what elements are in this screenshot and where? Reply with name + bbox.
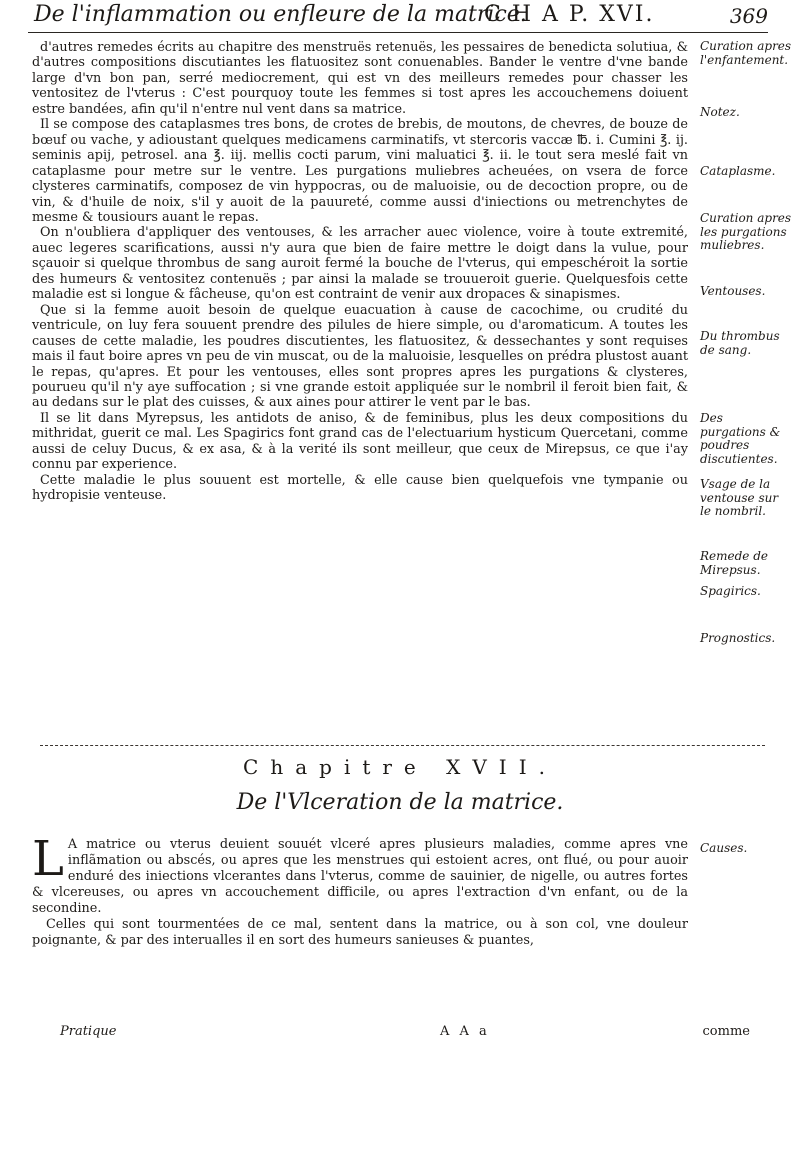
chapter-title: De l'Vlceration de la matrice.	[236, 790, 564, 815]
margin-note: Cataplasme.	[700, 164, 776, 178]
margin-note: Des purgations & poudres discutientes.	[700, 411, 781, 466]
paragraph	[32, 831, 688, 917]
drop-cap: L	[32, 831, 64, 887]
paragraph: On n'oubliera d'appliquer des ventouses, & les arracher auec violence, voire à toute extremité, auec legeres scarifications, aussi n'y aura que bien de faire mettre le doigt dans la vulue, pour sçauoir si quelque thrombus de sang auroit fermé la bouche de l'vterus, qui empeschéroit la sortie des humeurs & ventositez contenuës ; par ainsi la malade se trouueroit guerie. Quelquesfois cette maladie est si longue & fâcheuse, qu'on est contraint de venir aux dropaces & sinapismes.	[32, 225, 688, 303]
page-number: 369	[729, 4, 768, 28]
paragraph-text: A matrice ou vterus deuient souuét vlceré apres plusieurs maladies, comme apres vne inflãmation ou abscés, ou apres que les menstrues qui estoient acres, ont flué, ou pour auoir enduré des iniections vlcerantes dans l'vterus, comme de sauinier, de nigelle, ou autres fortes & vlcereuses, ou apres vn accouchement difficile, ou apres l'extraction d'vn enfant, ou de la secondine.	[32, 837, 688, 916]
margin-note: Causes.	[700, 841, 748, 855]
paragraph: d'autres remedes écrits au chapitre des menstruës retenuës, les pessaires de benedicta solutiua, & d'autres compositions discutiantes les flatuositez sont conuenables. Bander le ventre d'vne bande large d'vn bon pan, serré mediocrement, qui est vn des meilleurs remedes pour chasser les ventositez de l'vterus : C'est pourquoy toute les femmes si tost apres les accouchemens doiuent estre bandées, afin qu'il n'entre nul vent dans sa matrice.	[32, 40, 688, 117]
catchword-left: Pratique	[60, 1024, 117, 1039]
running-head: De l'inflammation ou enfleure de la matrice.	[34, 2, 527, 27]
margin-note: Curation apres les purgations muliebres.	[700, 211, 792, 252]
paragraph: Cette maladie le plus souuent est mortelle, & elle cause bien quelquefois vne tympanie ou hydropisie venteuse.	[32, 472, 688, 504]
decorative-rule	[40, 745, 765, 746]
main-text-top	[32, 40, 688, 504]
chapter-heading: Chapitre XVII.	[243, 755, 557, 779]
margin-note: Curation apres l'enfantement.	[700, 39, 792, 67]
signature-mark: A A a	[440, 1024, 490, 1039]
main-text-bottom	[32, 831, 688, 949]
running-chapter: C H A P. XVI.	[484, 2, 655, 27]
margin-note: Prognostics.	[700, 631, 776, 645]
margin-note: Spagirics.	[700, 584, 761, 598]
paragraph: Il se compose des cataplasmes tres bons, de crotes de brebis, de moutons, de chevres, de bouze de bœuf ou vache, y adioustant quelques medicamens carminatifs, vt stercoris vaccæ ℔. i. Cumini ℥. ij. seminis apij, petrosel. ana ℥. iij. mellis cocti parum, vini maluatici ℥. ii. le tout sera meslé fait vn cataplasme pour metre sur le ventre. Les purgations muliebres acheuées, on vsera de force clysteres carminatifs, composez de vin hyppocras, ou de maluoisie, ou de decoction propre, ou de vin, & d'huile de noix, s'il y auoit de la pauureté, comme aussi d'iniections ou metrenchytes de mesme & tousiours auant le repas.	[32, 117, 688, 225]
paragraph: Que si la femme auoit besoin de quelque euacuation à cause de cacochime, ou crudité du ventricule, on luy fera souuent prendre des pilules de hiere simple, ou d'aromaticum. A toutes les causes de cette maladie, les poudres discutientes, les flatuositez, & dessechantes y sont requises mais il faut boire apres vn peu de vin muscat, ou de la maluoisie, lesquelles on prédra plustost auant le repas, qu'apres. Et pour les ventouses, elles sont propres apres les purgations & clysteres, pourueu qu'il n'y aye suffocation ; si vne grande estoit appliquée sur le nombril il feroit bien fait, & au dedans sur le plat des cuisses, & aux aines pour attirer le vent par le bas.	[32, 302, 688, 411]
page-header	[28, 2, 768, 33]
catchword-right: comme	[702, 1024, 750, 1039]
margin-note: Remede de Mirepsus.	[700, 549, 768, 577]
paragraph: Il se lit dans Myrepsus, les antidots de aniso, & de feminibus, plus les deux compositions du mithridat, guerit ce mal. Les Spagirics font grand cas de l'electuarium hysticum Quercetani, comme aussi de celuy Ducus, & ex asa, & à la verité ils sont meilleur, que ceux de Mirepsus, ce que i'ay connu par experience.	[32, 410, 688, 473]
paragraph: Celles qui sont tourmentées de ce mal, sentent dans la matrice, ou à son col, vne douleur poignante, & par des interualles il en sort des humeurs sanieuses & puantes,	[32, 917, 688, 948]
margin-note: Notez.	[700, 105, 740, 119]
margin-note: Vsage de la ventouse sur le nombril.	[700, 477, 779, 518]
margin-note: Du thrombus de sang.	[700, 329, 780, 357]
margin-note: Ventouses.	[700, 284, 766, 298]
